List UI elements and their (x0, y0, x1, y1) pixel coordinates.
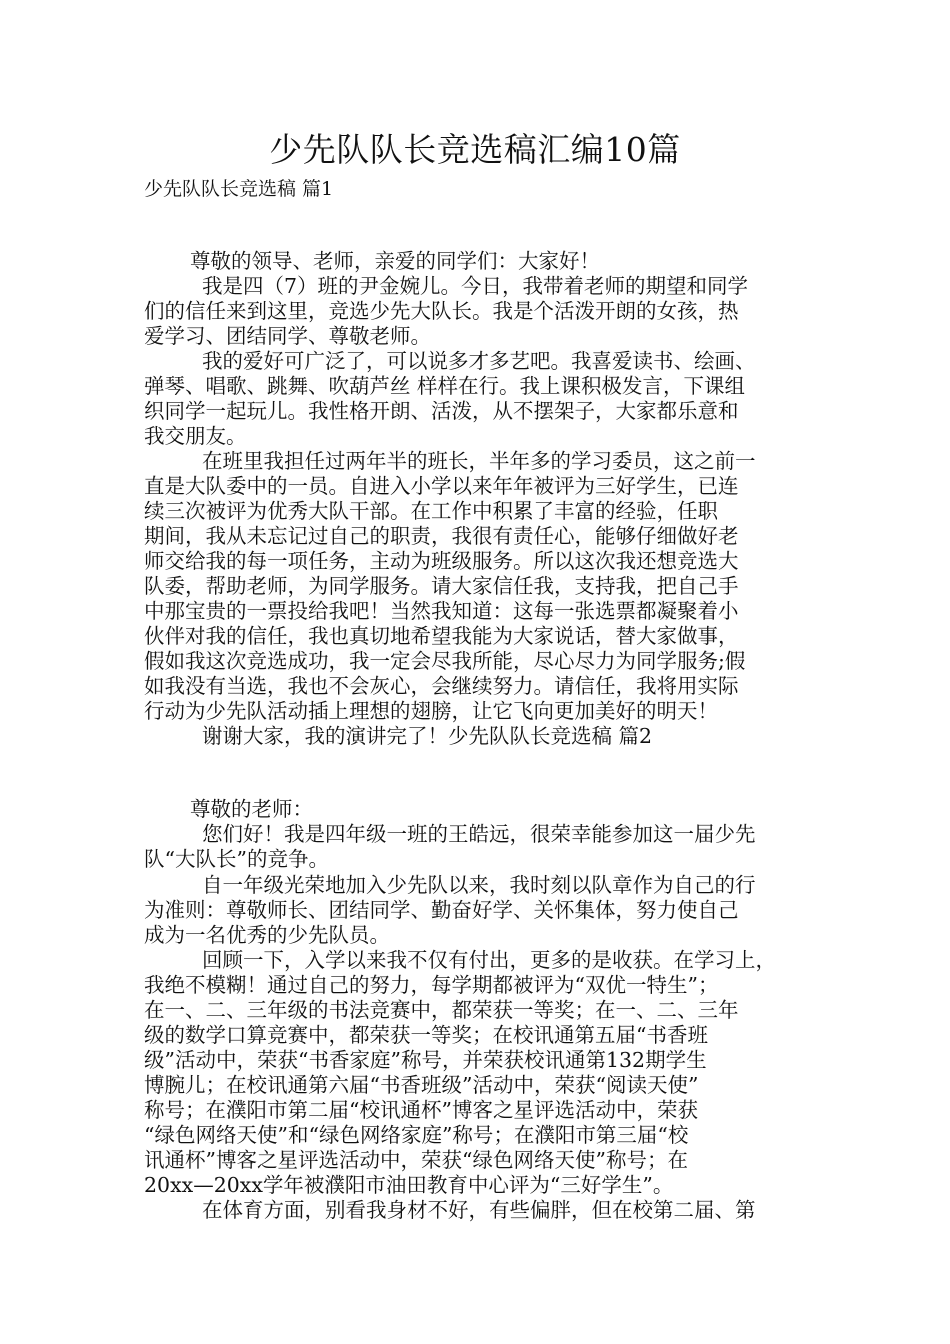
paragraph-line: 称号；在濮阳市第二届“校讯通杯”博客之星评选活动中，荣获 (144, 1098, 698, 1122)
paragraph-line: 为准则：尊敬师长、团结同学、勤奋好学、关怀集体，努力使自己 (144, 898, 739, 922)
paragraph-line: 师交给我的每一项任务，主动为班级服务。所以这次我还想竞选大 (144, 549, 739, 573)
paragraph-line: 我交朋友。 (144, 424, 247, 448)
paragraph-line: 在体育方面，别看我身材不好，有些偏胖，但在校第二届、第 (202, 1198, 756, 1222)
greeting-line: 尊敬的老师： (190, 797, 313, 821)
paragraph-line: 中那宝贵的一票投给我吧！当然我知道：这每一张选票都凝聚着小 (144, 599, 739, 623)
paragraph-line: 自一年级光荣地加入少先队以来，我时刻以队章作为自己的行 (202, 873, 756, 897)
paragraph-line: 20xx—20xx学年被濮阳市油田教育中心评为“三好学生”。 (144, 1173, 674, 1197)
paragraph-line: “绿色网络天使”和“绿色网络家庭”称号；在濮阳市第三届“校 (144, 1123, 689, 1147)
paragraph-line: 您们好！我是四年级一班的王皓远，很荣幸能参加这一届少先 (202, 822, 756, 846)
greeting-line: 尊敬的领导、老师，亲爱的同学们：大家好！ (190, 249, 600, 273)
paragraph-line: 弹琴、唱歌、跳舞、吹葫芦丝 样样在行。我上课积极发言，下课组 (144, 374, 746, 398)
paragraph-line: 们的信任来到这里，竞选少先大队长。我是个活泼开朗的女孩，热 (144, 299, 739, 323)
paragraph-line: 队委，帮助老师，为同学服务。请大家信任我，支持我，把自己手 (144, 574, 739, 598)
closing-line: 谢谢大家，我的演讲完了！少先队队长竞选稿 篇2 (202, 724, 653, 748)
paragraph-line: 我绝不模糊！通过自己的努力，每学期都被评为“双优一特生”； (144, 973, 719, 997)
paragraph-line: 假如我这次竞选成功，我一定会尽我所能，尽心尽力为同学服务;假 (144, 649, 746, 673)
paragraph-line: 博腕儿；在校讯通第六届“书香班级”活动中，荣获“阅读天使” (144, 1073, 699, 1097)
paragraph-line: 在班里我担任过两年半的班长，半年多的学习委员，这之前一 (202, 449, 756, 473)
paragraph-line: 回顾一下，入学以来我不仅有付出，更多的是收获。在学习上， (202, 948, 776, 972)
paragraph-line: 爱学习、团结同学、尊敬老师。 (144, 324, 431, 348)
paragraph-line: 队“大队长”的竞争。 (144, 847, 329, 871)
paragraph-line: 伙伴对我的信任，我也真切地希望我能为大家说话，替大家做事， (144, 624, 739, 648)
paragraph-line: 直是大队委中的一员。自进入小学以来年年被评为三好学生，已连 (144, 474, 739, 498)
paragraph-line: 我是四（7）班的尹金婉儿。今日，我带着老师的期望和同学 (202, 274, 749, 298)
paragraph-line: 在一、二、三年级的书法竞赛中，都荣获一等奖；在一、二、三年 (144, 998, 739, 1022)
paragraph-line: 我的爱好可广泛了，可以说多才多艺吧。我喜爱读书、绘画、 (202, 349, 756, 373)
paragraph-line: 如我没有当选，我也不会灰心，会继续努力。请信任，我将用实际 (144, 674, 739, 698)
paragraph-line: 讯通杯”博客之星评选活动中，荣获“绿色网络天使”称号；在 (144, 1148, 688, 1172)
paragraph-line: 织同学一起玩儿。我性格开朗、活泼，从不摆架子，大家都乐意和 (144, 399, 739, 423)
paragraph-line: 成为一名优秀的少先队员。 (144, 923, 390, 947)
paragraph-line: 级的数学口算竞赛中，都荣获一等奖；在校讯通第五届“书香班 (144, 1023, 708, 1047)
document-title: 少先队队长竞选稿汇编10篇 (269, 130, 681, 169)
section-heading-1: 少先队队长竞选稿 篇1 (144, 178, 334, 200)
paragraph-line: 期间，我从未忘记过自己的职责，我很有责任心，能够仔细做好老 (144, 524, 739, 548)
paragraph-line: 级”活动中，荣获“书香家庭”称号，并荣获校讯通第132期学生 (144, 1048, 707, 1072)
paragraph-line: 行动为少先队活动插上理想的翅膀，让它飞向更加美好的明天！ (144, 699, 718, 723)
paragraph-line: 续三次被评为优秀大队干部。在工作中积累了丰富的经验，任职 (144, 499, 718, 523)
